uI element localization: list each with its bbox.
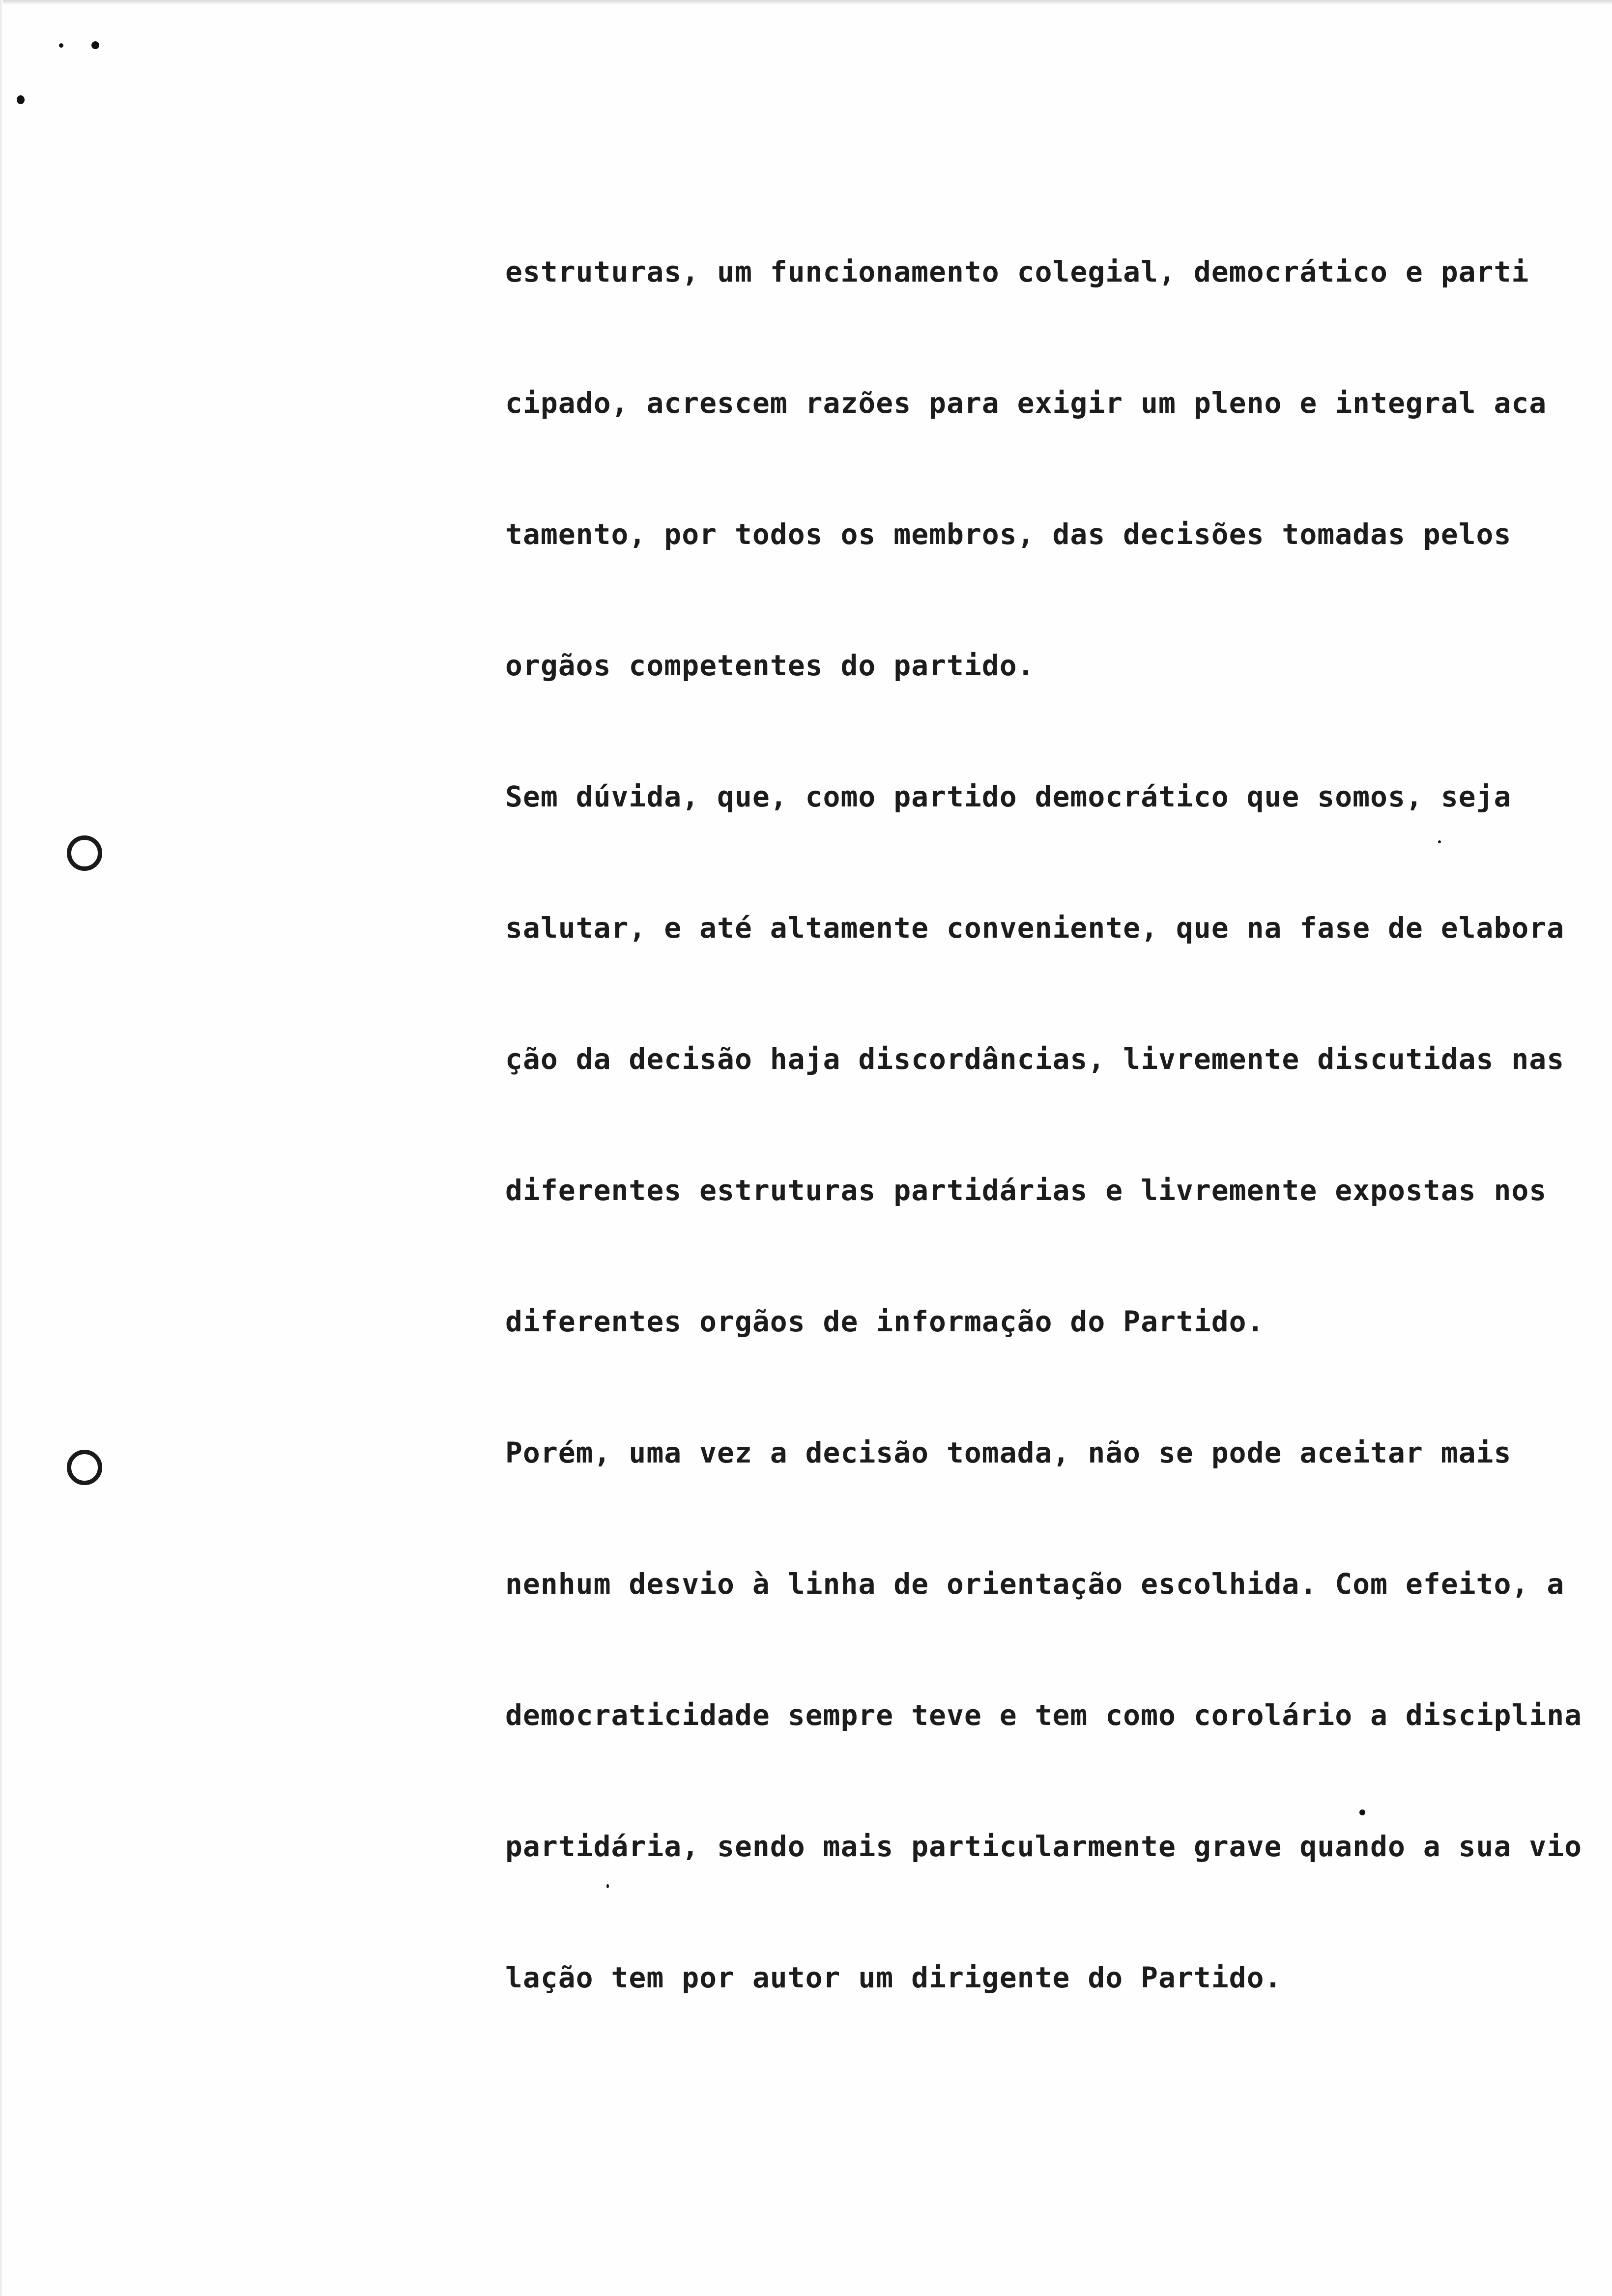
text-line: nenhum desvio à linha de orientação escolhida. Com efeito, a: [505, 1567, 1565, 1601]
punch-hole-icon: [67, 1450, 102, 1485]
text-line: lação tem por autor um dirigente do Partido.: [505, 1961, 1282, 1994]
text-line: orgãos competentes do partido.: [505, 649, 1035, 682]
scan-top-edge: [0, 0, 1612, 5]
text-line: Sem dúvida, que, como partido democrático que somos, seja: [505, 780, 1512, 813]
text-line: cipado, acrescem razões para exigir um pleno e integral aca: [505, 386, 1547, 420]
text-line: Porém, uma vez a decisão tomada, não se pode aceitar mais: [505, 1436, 1512, 1469]
ink-speck: [17, 95, 25, 104]
ink-speck: [59, 43, 63, 48]
text-line: democraticidade sempre teve e tem como corolário a disciplina: [505, 1698, 1583, 1732]
text-line: ção da decisão haja discordâncias, livremente discutidas nas: [505, 1042, 1565, 1076]
text-line: diferentes estruturas partidárias e livremente expostas nos: [505, 1174, 1547, 1207]
text-line: estruturas, um funcionamento colegial, democrático e parti: [505, 255, 1529, 288]
text-line: salutar, e até altamente conveniente, que na fase de elabora: [505, 911, 1565, 945]
text-line: diferentes orgãos de informação do Partido.: [505, 1305, 1265, 1338]
text-line: partidária, sendo mais particularmente grave quando a sua vio: [505, 1830, 1583, 1863]
punch-hole-icon: [67, 835, 102, 871]
ink-speck: [91, 41, 99, 49]
scan-left-edge: [0, 0, 3, 2296]
text-line: tamento, por todos os membros, das decisões tomadas pelos: [505, 517, 1512, 551]
typed-text-body: [505, 235, 1583, 2072]
